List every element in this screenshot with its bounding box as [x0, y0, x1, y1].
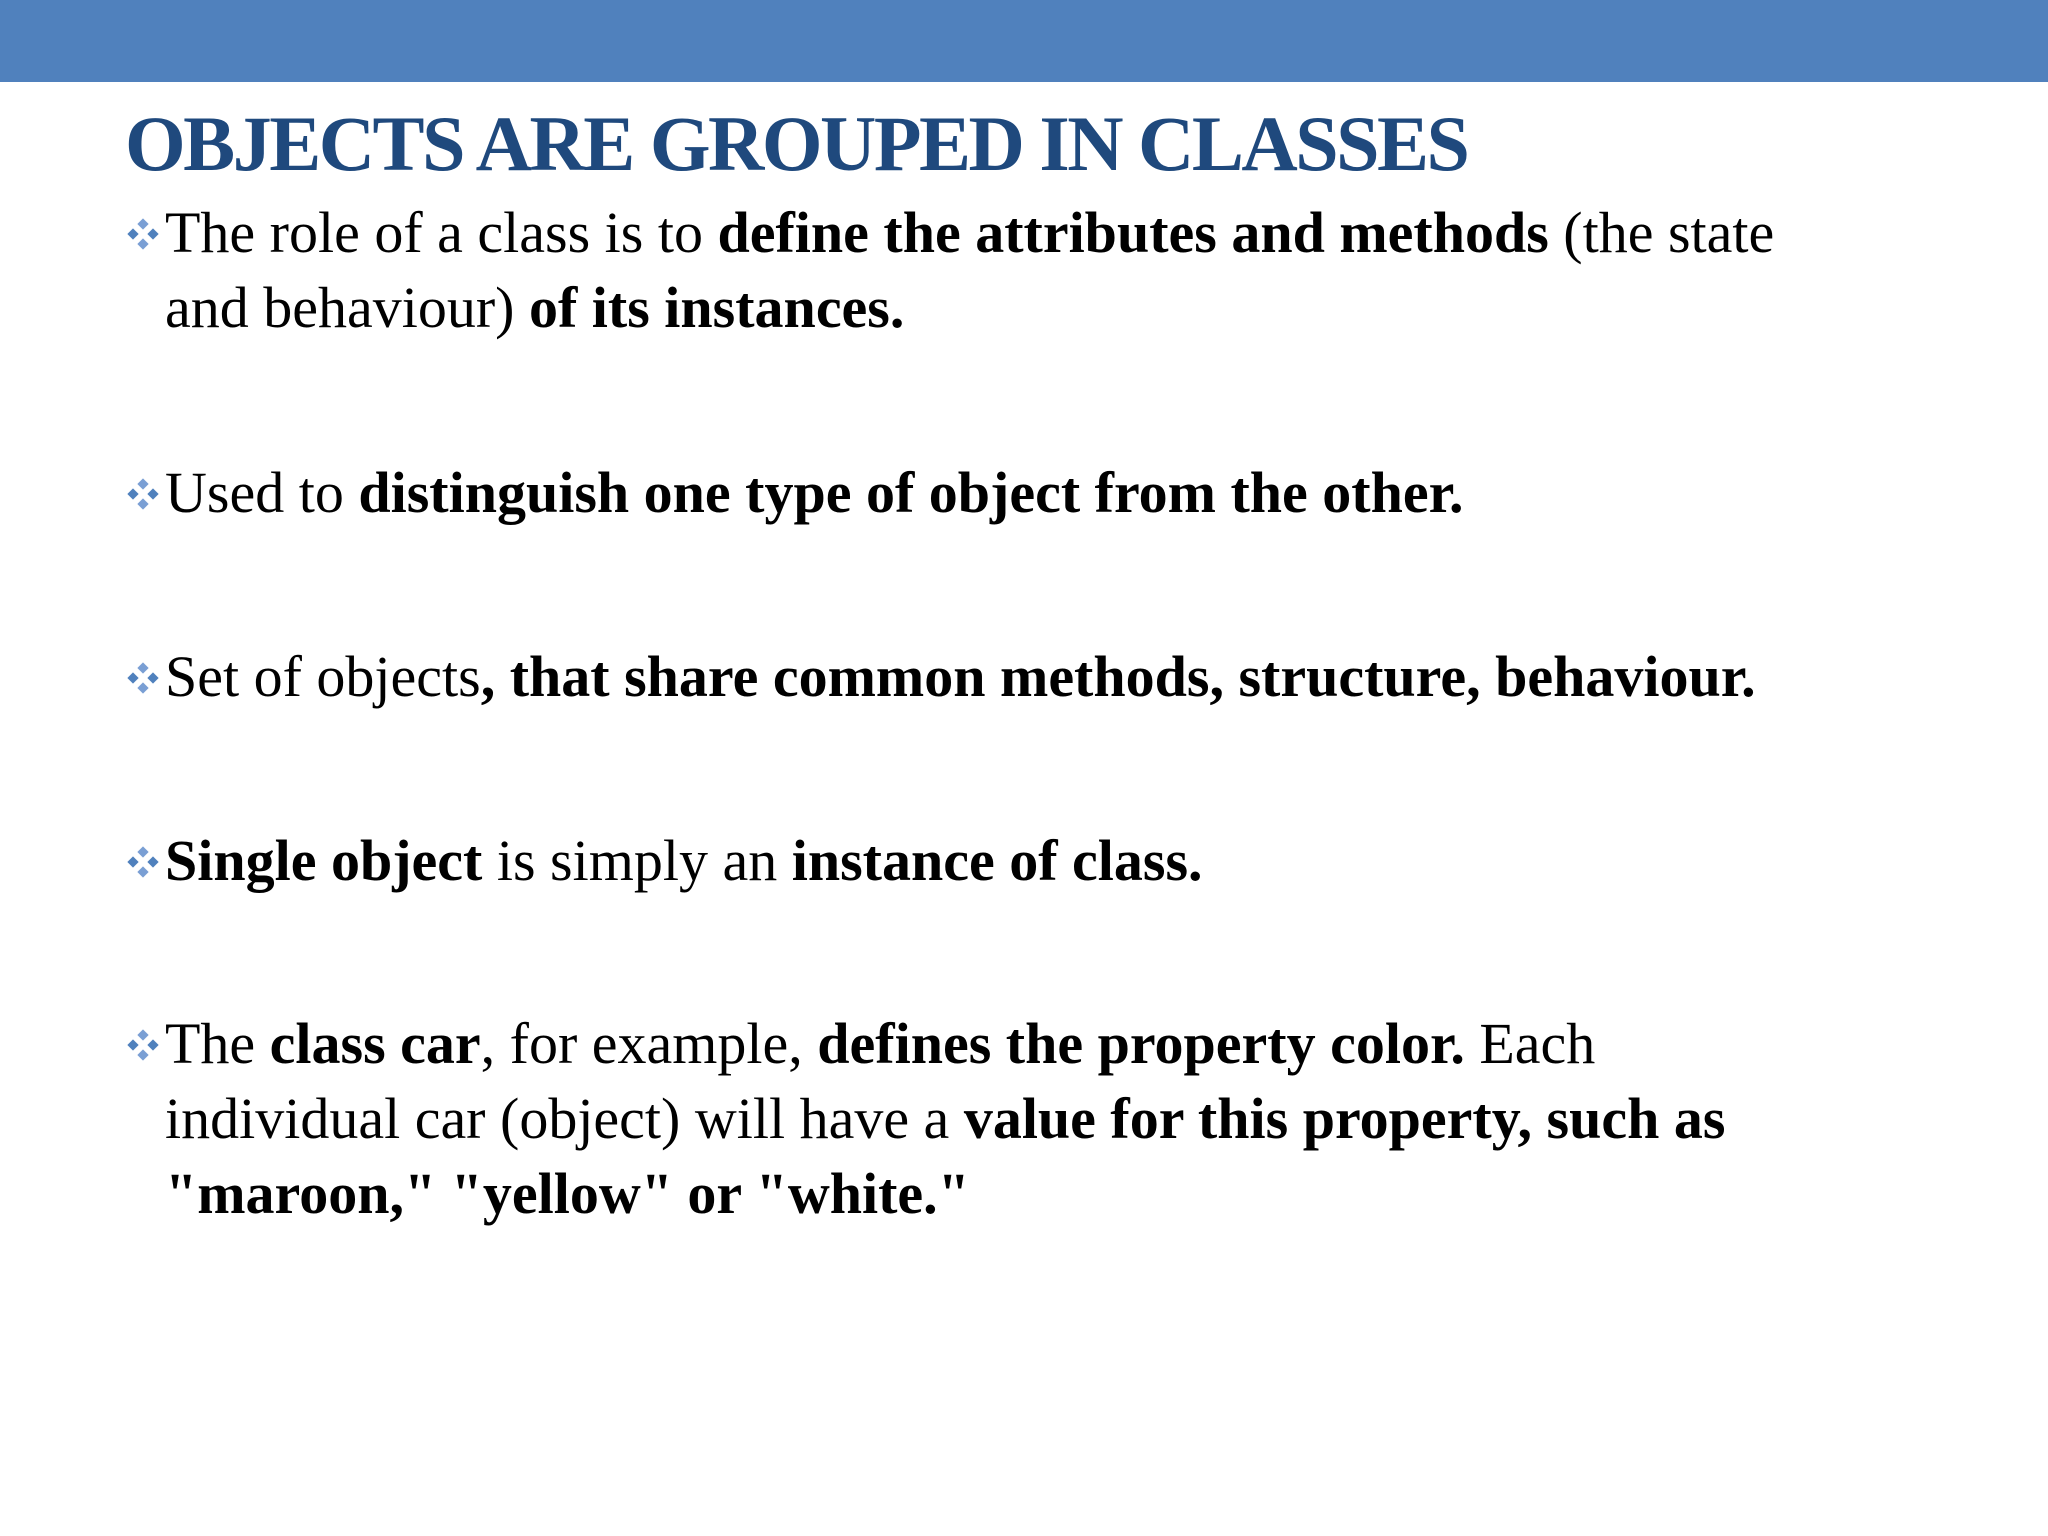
bullet-segment-bold: "maroon," "yellow" or "white.": [165, 1161, 970, 1226]
bullet-segment: individual car (object) will have a: [165, 1086, 964, 1151]
bullet-segment-bold: define the attributes and methods: [717, 200, 1549, 265]
bullet-segment: Each: [1464, 1011, 1596, 1076]
bullet-segment: Used to: [165, 460, 359, 525]
bullet-item-set-of-objects: [125, 639, 1925, 714]
bullet-item-distinguish: [125, 455, 1925, 530]
bullet-segment: The: [165, 1011, 270, 1076]
bullet-text: [165, 1006, 1925, 1231]
top-accent-bar: [0, 0, 2048, 82]
diamond-bullet-icon: [125, 478, 161, 514]
bullet-text: [165, 455, 1925, 530]
bullet-segment: , for example,: [480, 1011, 818, 1076]
bullet-text: [165, 195, 1925, 345]
bullet-text: [165, 639, 1925, 714]
bullet-segment: is simply an: [482, 828, 792, 893]
bullet-item-single-object: [125, 823, 1925, 898]
bullet-segment-bold: value for this property, such as: [963, 1086, 1726, 1151]
bullet-segment: and behaviour): [165, 275, 529, 340]
bullet-text: [165, 823, 1925, 898]
bullet-segment-bold: defines the property color.: [817, 1011, 1465, 1076]
bullet-segment-bold: , that share common methods, structure, behaviour.: [480, 644, 1756, 709]
bullet-item-role-of-class: [125, 195, 1925, 345]
diamond-bullet-icon: [125, 662, 161, 698]
bullet-segment-bold: instance of class.: [791, 828, 1203, 893]
bullet-segment-bold: distinguish one type of object from the other.: [358, 460, 1464, 525]
bullet-segment-bold: of its instances.: [528, 275, 905, 340]
bullet-segment-bold: class car: [269, 1011, 481, 1076]
bullet-segment: Set of objects: [165, 644, 481, 709]
bullet-segment: (the state: [1548, 200, 1775, 265]
diamond-bullet-icon: [125, 218, 161, 254]
slide-title: OBJECTS ARE GROUPED IN CLASSES: [125, 100, 1468, 187]
bullet-item-class-car: [125, 1006, 1925, 1231]
diamond-bullet-icon: [125, 1029, 161, 1065]
diamond-bullet-icon: [125, 846, 161, 882]
bullet-segment: The role of a class is to: [165, 200, 718, 265]
bullet-segment-bold: Single object: [165, 828, 483, 893]
